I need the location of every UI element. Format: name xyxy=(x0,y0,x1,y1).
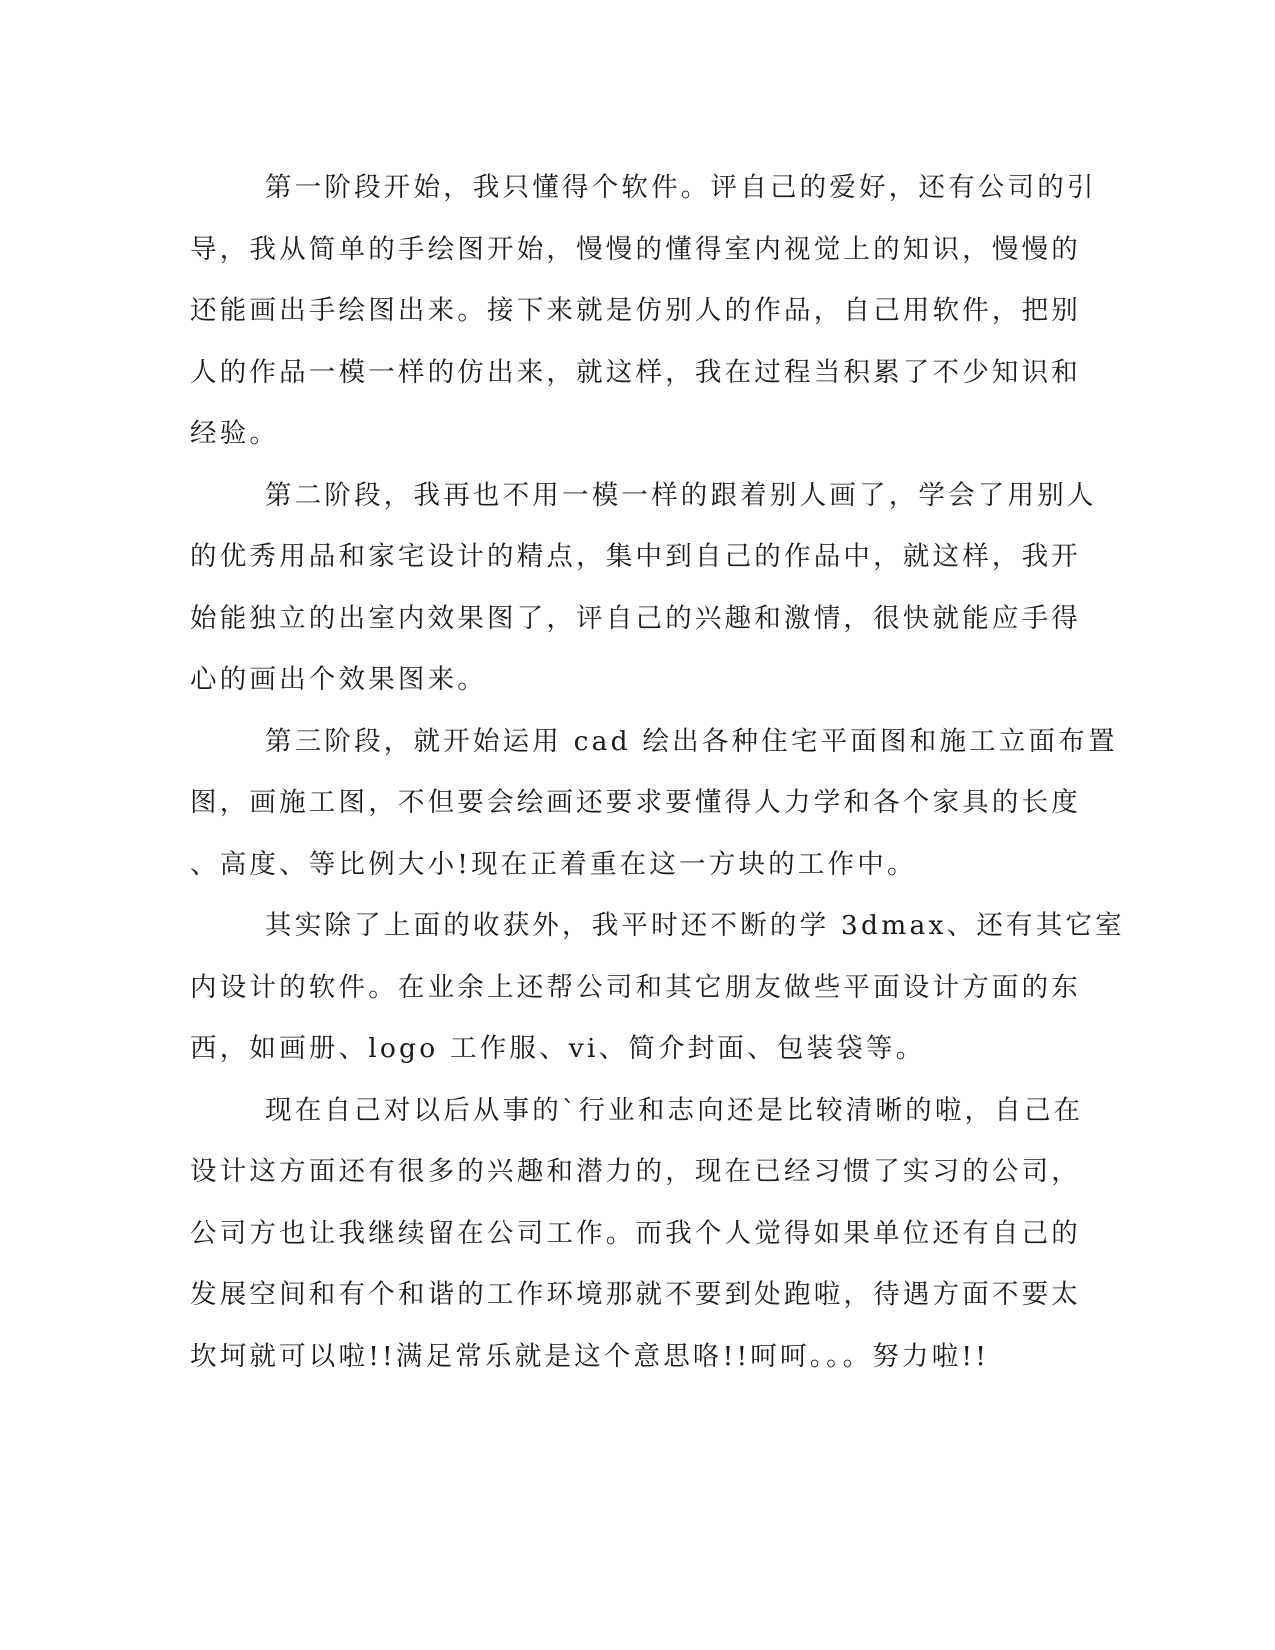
text-line: 设计这方面还有很多的兴趣和潜力的，现在已经习惯了实习的公司， xyxy=(190,1156,1081,1187)
text-line: 现在自己对以后从事的`行业和志向还是比较清晰的啦，自己在 xyxy=(265,1094,1084,1126)
text-line: 始能独立的出室内效果图了，评自己的兴趣和激情，很快就能应手得 xyxy=(190,602,1081,634)
text-line: 发展空间和有个和谐的工作环境那就不要到处跑啦，待遇方面不要太 xyxy=(190,1279,1081,1310)
paragraph-future-plans xyxy=(190,1080,1084,1388)
text-line: 第三阶段，就开始运用 cad 绘出各种住宅平面图和施工立面布置 xyxy=(265,725,1118,757)
text-line: 第二阶段，我再也不用一模一样的跟着别人画了，学会了用别人 xyxy=(265,479,1097,511)
text-line: 、高度、等比例大小!现在正着重在这一方块的工作中。 xyxy=(190,848,917,880)
paragraph-stage-one xyxy=(190,157,1097,465)
paragraph-stage-three xyxy=(190,711,1118,896)
paragraph-other-gains xyxy=(190,895,1125,1080)
text-line: 坎坷就可以啦!!满足常乐就是这个意思咯!!呵呵。。。努力啦!! xyxy=(190,1340,990,1372)
text-line: 内设计的软件。在业余上还帮公司和其它朋友做些平面设计方面的东 xyxy=(190,971,1081,1003)
text-line: 西，如画册、logo 工作服、vi、简介封面、包装袋等。 xyxy=(190,1033,926,1064)
text-line: 心的画出个效果图来。 xyxy=(190,664,487,695)
paragraph-stage-two xyxy=(190,465,1097,711)
text-line: 公司方也让我继续留在公司工作。而我个人觉得如果单位还有自己的 xyxy=(190,1217,1081,1249)
text-line: 还能画出手绘图出来。接下来就是仿别人的作品，自己用软件，把别 xyxy=(190,295,1081,326)
document-body xyxy=(190,157,1125,1387)
text-line: 其实除了上面的收获外，我平时还不断的学 3dmax、还有其它室 xyxy=(265,910,1125,941)
text-line: 第一阶段开始，我只懂得个软件。评自己的爱好，还有公司的引 xyxy=(265,172,1097,203)
text-line: 经验。 xyxy=(190,418,280,449)
text-line: 导，我从简单的手绘图开始，慢慢的懂得室内视觉上的知识，慢慢的 xyxy=(190,233,1081,265)
text-line: 的优秀用品和家宅设计的精点，集中到自己的作品中，就这样，我开 xyxy=(190,541,1081,572)
text-line: 图，画施工图，不但要会绘画还要求要懂得人力学和各个家具的长度 xyxy=(190,787,1081,818)
text-line: 人的作品一模一样的仿出来，就这样，我在过程当积累了不少知识和 xyxy=(190,356,1081,388)
